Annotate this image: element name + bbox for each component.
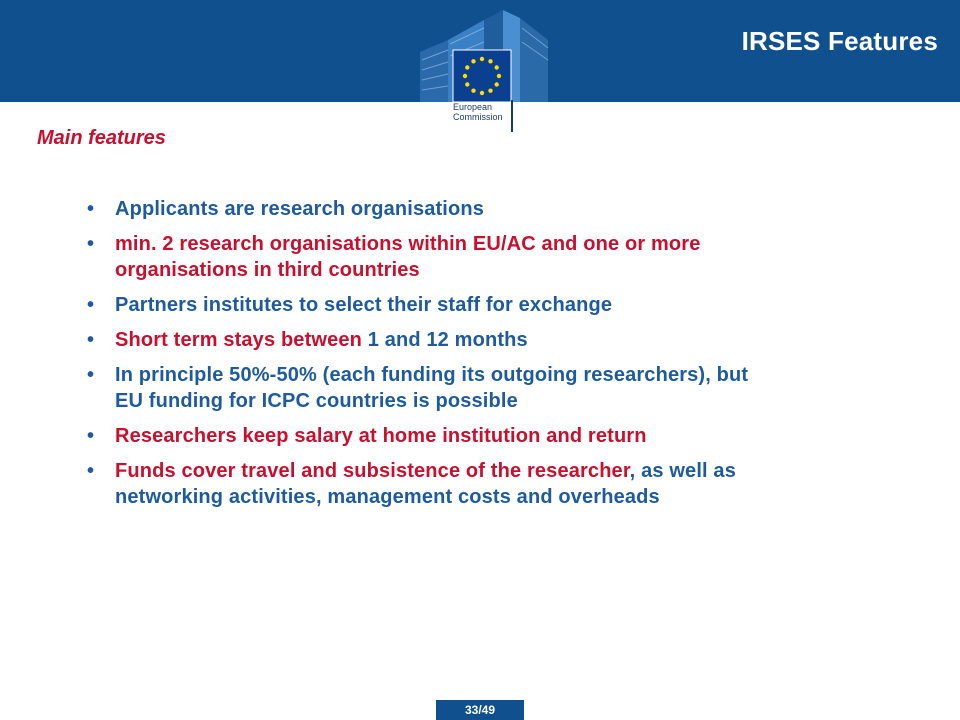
- eu-star-icon: [471, 89, 475, 93]
- eu-star-icon: [488, 59, 492, 63]
- bullet-item: [85, 196, 765, 222]
- bullet-dot-icon: •: [87, 425, 95, 447]
- bullet-dot-icon: •: [87, 294, 95, 316]
- eu-star-icon: [497, 74, 501, 78]
- bullet-item: [85, 458, 765, 510]
- bullet-text: , as well as networking activities, management costs and overheads: [115, 460, 736, 508]
- section-title: Main features: [37, 127, 166, 149]
- bullet-text: Applicants are research organisations: [115, 198, 485, 220]
- bullet-text: Researchers keep salary at home institution and return: [115, 425, 647, 447]
- bullet-text: Short term stays between: [115, 329, 368, 351]
- logo-line-2: Commission: [453, 112, 503, 122]
- eu-star-icon: [488, 89, 492, 93]
- bullet-text: min. 2 research organisations within EU/AC and one or more organisations in third countries: [115, 233, 701, 281]
- eu-star-icon: [465, 82, 469, 86]
- eu-star-icon: [465, 65, 469, 69]
- bullet-item: [85, 362, 765, 414]
- bullet-text: Partners institutes to select their staff for exchange: [115, 294, 613, 316]
- logo-line-1: European: [453, 102, 493, 112]
- slide-title: IRSES Features: [741, 26, 938, 56]
- logo-caption: [453, 102, 513, 122]
- bullet-text: 1 and 12 months: [367, 329, 528, 351]
- bullet-dot-icon: •: [87, 329, 95, 351]
- eu-star-icon: [495, 82, 499, 86]
- feature-list: [85, 196, 765, 519]
- eu-star-icon: [495, 65, 499, 69]
- bullet-dot-icon: •: [87, 364, 95, 386]
- bullet-item: [85, 292, 765, 318]
- bullet-item: [85, 231, 765, 283]
- page-number: 33/49: [436, 700, 524, 720]
- bullet-text: Funds cover travel and subsistence of the researcher: [115, 460, 630, 482]
- bullet-dot-icon: •: [87, 198, 95, 220]
- eu-star-icon: [480, 91, 484, 95]
- bullet-item: [85, 423, 765, 449]
- eu-star-icon: [471, 59, 475, 63]
- bullet-text: In principle 50%-50% (each funding its outgoing researchers), but EU funding for ICPC countries is possible: [115, 364, 749, 412]
- bullet-dot-icon: •: [87, 233, 95, 255]
- bullet-item: [85, 327, 765, 353]
- eu-star-icon: [463, 74, 467, 78]
- eu-star-icon: [480, 57, 484, 61]
- bullet-dot-icon: •: [87, 460, 95, 482]
